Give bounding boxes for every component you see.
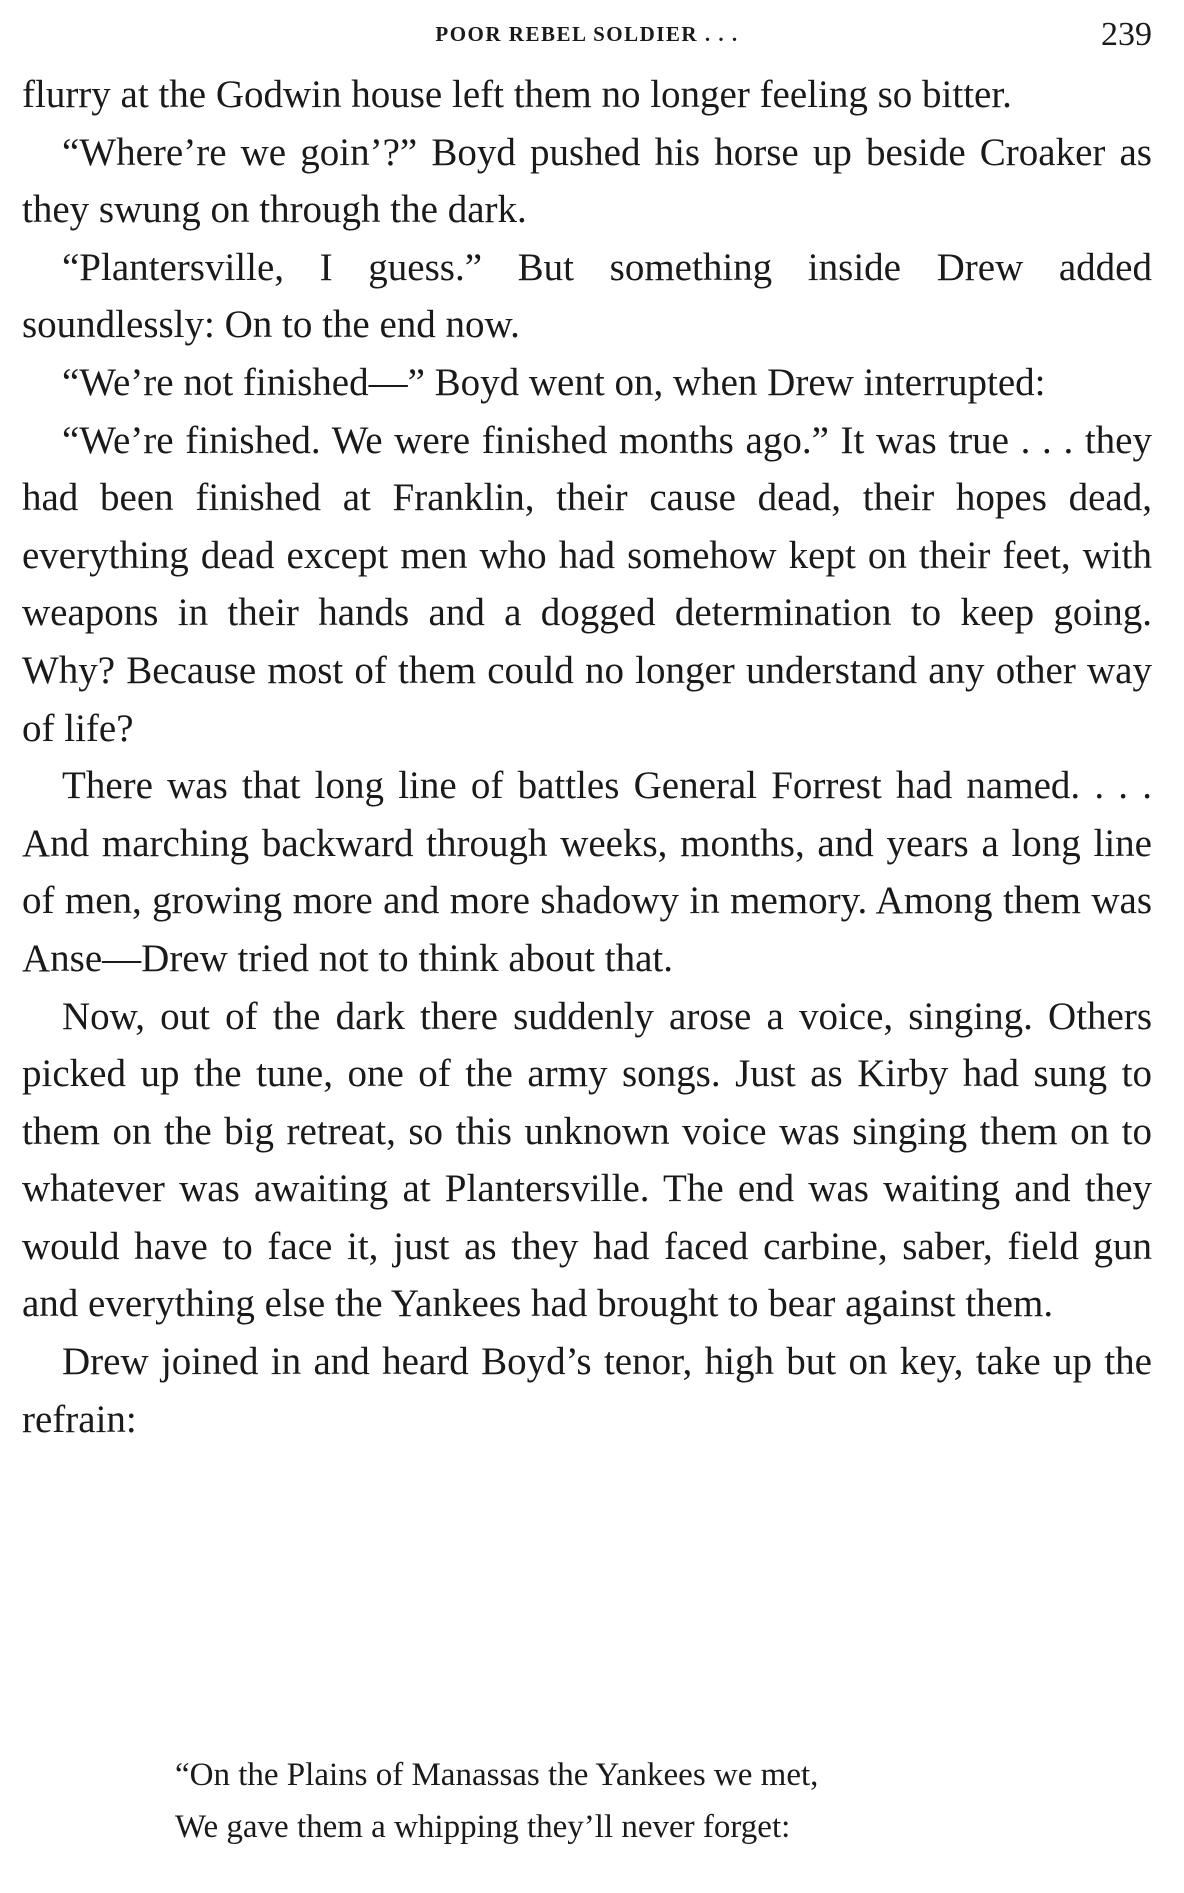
verse-line: We gave them a whipping they’ll never forget: (175, 1809, 791, 1845)
running-title: POOR REBEL SOLDIER . . . (435, 22, 739, 46)
paragraph: “Where’re we goin’?” Boyd pushed his horse up beside Croaker as they swung on through the dark. (22, 130, 1152, 232)
song-verse (175, 1749, 818, 1853)
page-number: 239 (1101, 16, 1152, 53)
paragraph: “We’re finished. We were finished months ago.” It was true . . . they had been finished at Franklin, their cause dead, their hopes dead, everything dead except men who had somehow kept on their feet, with weapons in their hands and a dogged determination to keep going. Why? Because most of them could no longer understand any other way of life? (22, 418, 1152, 750)
paragraph: Now, out of the dark there suddenly arose a voice, singing. Others picked up the tune, one of the army songs. Just as Kirby had sung to them on the big retreat, so this unknown voice was singing them on to whatever was awaiting at Plantersville. The end was waiting and they would have to face it, just as they had faced carbine, saber, field gun and everything else the Yankees had brought to bear against them. (22, 994, 1152, 1326)
paragraph: “Plantersville, I guess.” But something inside Drew added soundlessly: On to the end now. (22, 245, 1152, 347)
paragraph-continuation: flurry at the Godwin house left them no longer feeling so bitter. (22, 73, 1012, 116)
paragraph: There was that long line of battles General Forrest had named. . . . And marching backward through weeks, months, and years a long line of men, growing more and more shadowy in memory. Among them was Anse—Drew tried not to think about that. (22, 764, 1152, 980)
paragraph: Drew joined in and heard Boyd’s tenor, high but on key, take up the refrain: (22, 1340, 1152, 1441)
paragraph: “We’re not finished—” Boyd went on, when Drew interrupted: (62, 360, 1046, 404)
verse-line: “On the Plains of Manassas the Yankees we met, (175, 1757, 819, 1793)
running-head (22, 16, 1152, 56)
body-text (22, 66, 1152, 1448)
